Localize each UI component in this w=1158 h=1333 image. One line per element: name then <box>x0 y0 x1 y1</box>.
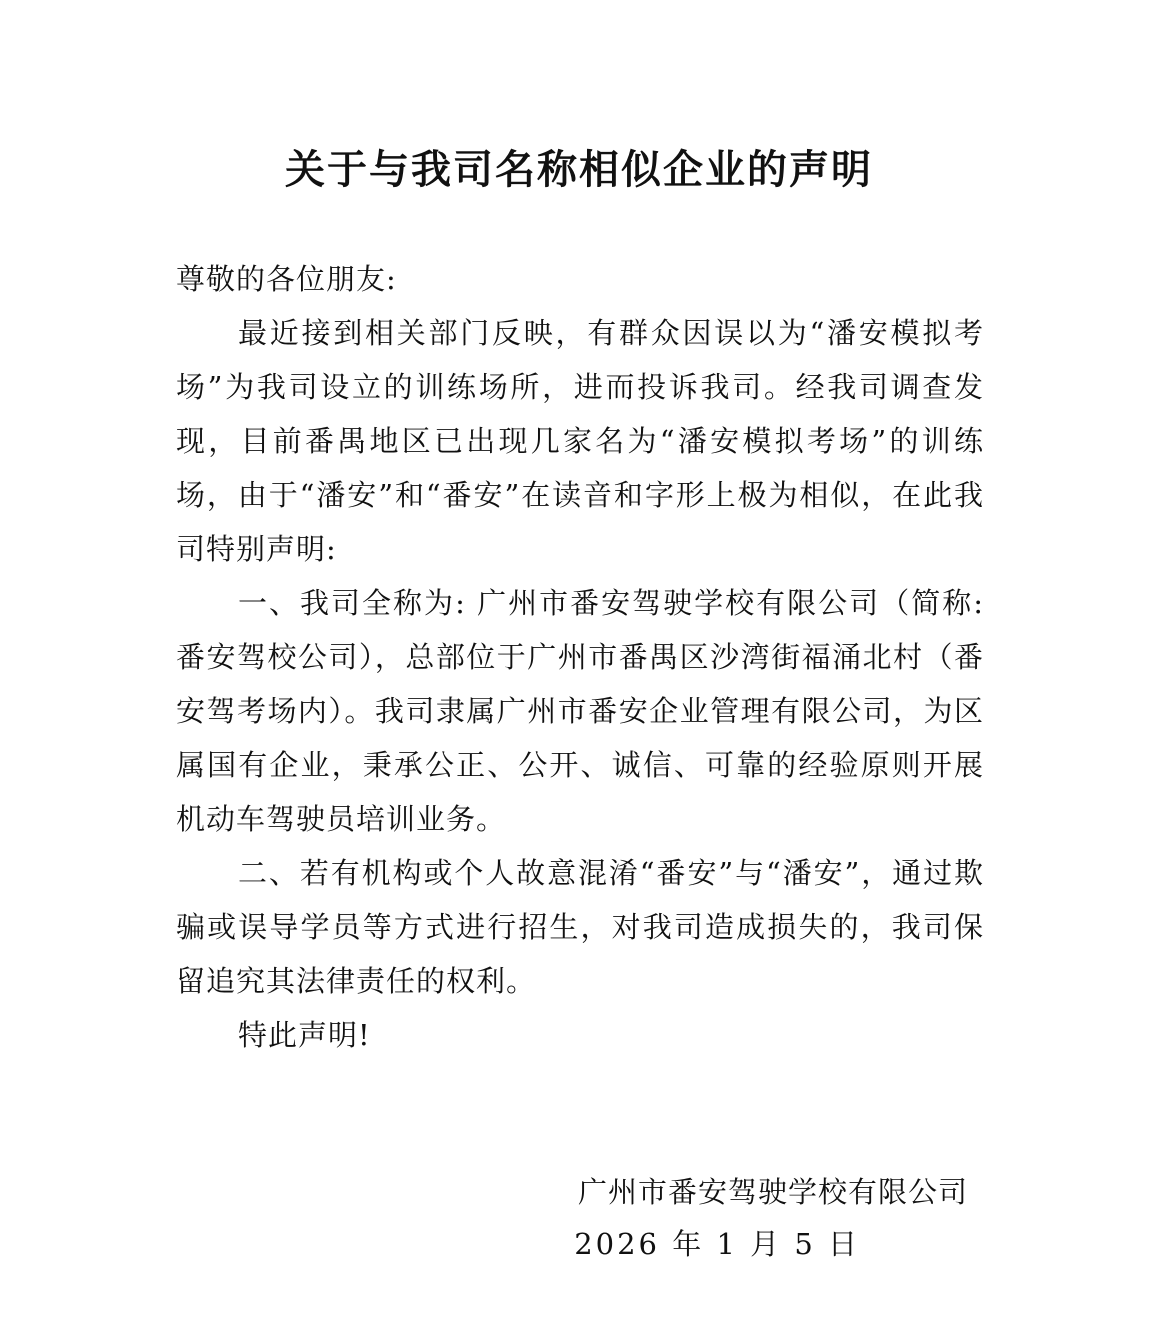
paragraph-clause-two: 二、若有机构或个人故意混淆“番安”与“潘安”，通过欺骗或误导学员等方式进行招生，对我司造成损失的，我司保留追究其法律责任的权利。 <box>176 856 984 998</box>
document-title: 关于与我司名称相似企业的声明 <box>285 146 873 193</box>
salutation: 尊敬的各位朋友: <box>176 262 397 296</box>
paragraph-clause-one: 一、我司全称为: 广州市番安驾驶学校有限公司（简称: 番安驾校公司），总部位于广州市番禺区沙湾街福涌北村（番安驾考场内）。我司隶属广州市番安企业管理有限公司，为区属国有企业，秉承公正、公开、诚信、可靠的经验原则开展机动车驾驶员培训业务。 <box>176 586 984 836</box>
signature-date: 2026 年 1 月 5 日 <box>574 1227 860 1261</box>
signature-company: 广州市番安驾驶学校有限公司 <box>577 1175 968 1209</box>
document-body <box>176 252 984 1062</box>
paragraph-intro: 最近接到相关部门反映，有群众因误以为“潘安模拟考场”为我司设立的训练场所，进而投诉我司。经我司调查发现，目前番禺地区已出现几家名为“潘安模拟考场”的训练场，由于“潘安”和“番安”在读音和字形上极为相似，在此我司特别声明: <box>176 316 984 566</box>
paragraph-closing: 特此声明! <box>238 1018 371 1052</box>
